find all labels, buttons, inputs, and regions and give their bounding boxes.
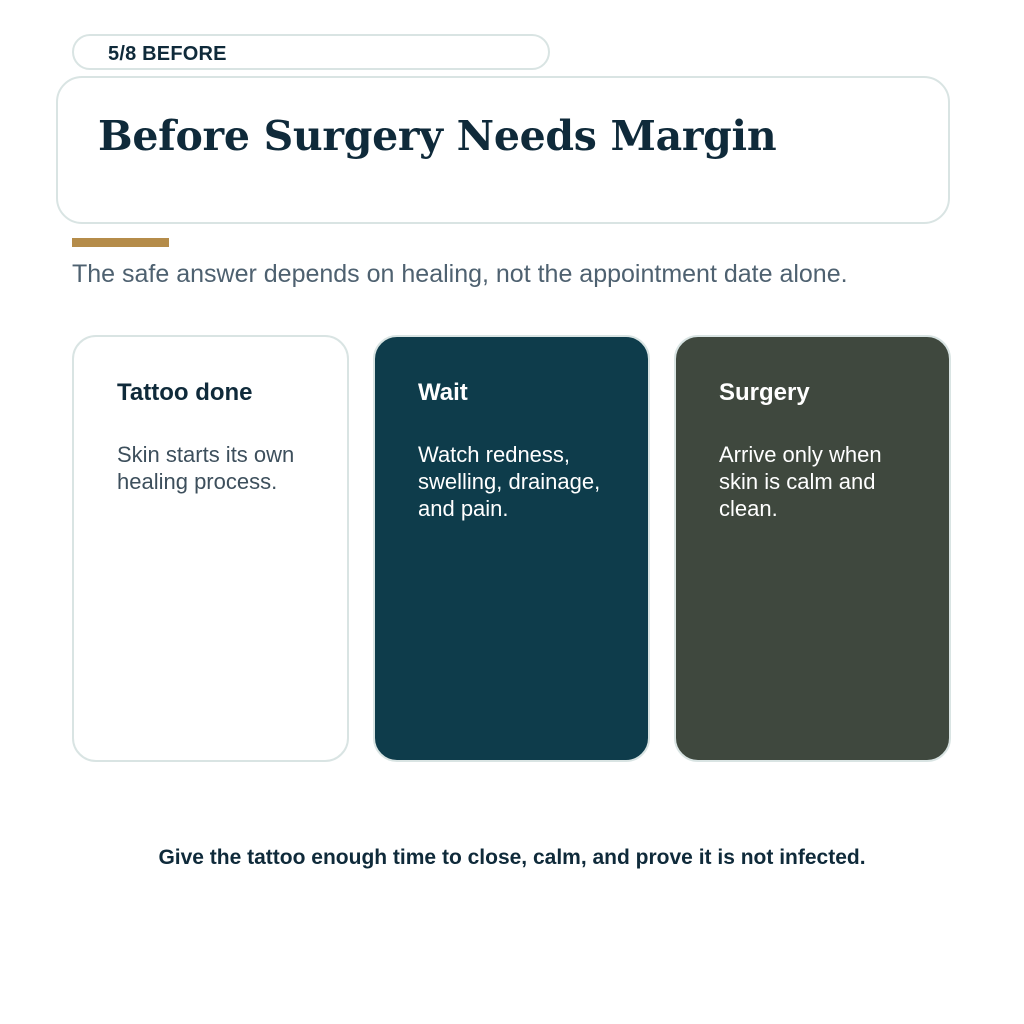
accent-divider (72, 238, 169, 247)
step-badge-label: 5/8 BEFORE (108, 43, 227, 65)
step-badge (72, 34, 550, 70)
card-surgery (674, 335, 951, 762)
card-tattoo-done (72, 335, 349, 762)
card-title: Surgery (719, 379, 810, 406)
page-subtitle: The safe answer depends on healing, not the appointment date alone. (72, 260, 848, 288)
title-card (56, 76, 950, 224)
card-body: Skin starts its own healing process. (117, 442, 295, 494)
card-wait (373, 335, 650, 762)
card-body: Watch redness, swelling, drainage, and pain. (418, 442, 601, 521)
card-body: Arrive only when skin is calm and clean. (719, 442, 882, 521)
card-title: Tattoo done (117, 379, 253, 406)
card-title: Wait (418, 379, 468, 406)
footer-note: Give the tattoo enough time to close, calm, and prove it is not infected. (158, 846, 866, 869)
page-title: Before Surgery Needs Margin (98, 112, 777, 160)
